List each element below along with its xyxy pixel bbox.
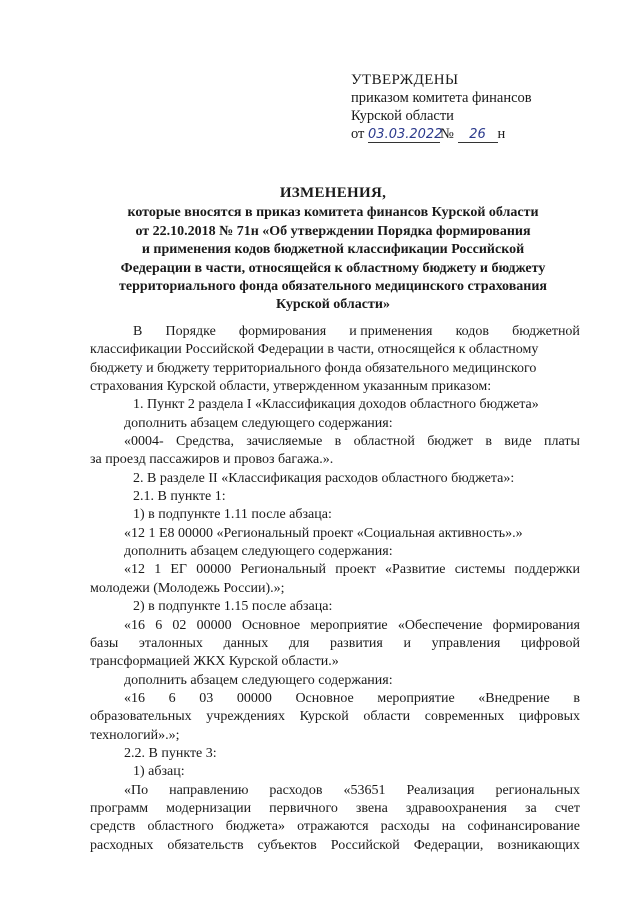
body-line: [90, 433, 580, 451]
body-line: [90, 617, 580, 635]
approval-date-line: [351, 125, 532, 143]
body-line: трансформацией ЖКХ Курской области.»: [90, 654, 339, 670]
word: 02: [172, 617, 187, 633]
word: виде: [504, 434, 532, 450]
body-line: [90, 837, 580, 855]
heading-line: территориального фонда обязательного медицинского страхования: [119, 279, 547, 295]
word: Основное: [241, 617, 301, 633]
heading-line: Курской области»: [276, 297, 390, 313]
word: Реализация: [406, 782, 475, 798]
body-line: [90, 818, 580, 836]
word: за: [524, 800, 537, 816]
word: базы: [90, 635, 119, 651]
body-line: классификации Российской Федерации в части, относящейся к областному: [90, 342, 539, 358]
document-body: [90, 323, 580, 855]
word: «Обеспечение: [397, 617, 483, 633]
word: программ: [90, 800, 149, 816]
word: 00000: [236, 690, 272, 706]
word: формирования: [238, 324, 327, 339]
word: софинансирование: [467, 819, 580, 835]
heading-line: от 22.10.2018 № 71н «Об утверждении Порядка формирования: [135, 223, 531, 239]
handwritten-date: 03.03.2022: [368, 127, 443, 142]
heading-line: которые вносятся в приказ комитета финансов Курской области: [127, 205, 539, 221]
word: расходов: [269, 782, 323, 798]
approval-line-region: Курской области: [351, 108, 454, 124]
word: Средства,: [175, 434, 234, 450]
document-heading: [88, 184, 578, 315]
body-line: [90, 635, 580, 653]
word: цифровых: [518, 709, 580, 725]
word: управления: [431, 635, 501, 651]
body-line: молодежи (Молодежь России).»;: [90, 580, 285, 596]
word: области: [363, 709, 411, 725]
word: Основное: [295, 690, 354, 706]
body-line: [90, 690, 580, 708]
word: в: [334, 434, 342, 450]
word: «Развитие: [385, 562, 446, 578]
word: формирования: [492, 617, 580, 633]
body-line: технологий».»;: [90, 727, 180, 743]
word: проект: [335, 562, 376, 578]
body-line: «12 1 Е8 00000 «Региональный проект «Социальная активность».»: [124, 525, 523, 541]
body-line: за проезд пассажиров и провоз багажа.».: [90, 452, 334, 468]
word: «53651: [343, 782, 386, 798]
body-line: 2.2. В пункте 3:: [124, 745, 217, 761]
word: «16: [124, 617, 145, 633]
heading-line: и применения кодов бюджетной классификации Российской: [141, 242, 525, 258]
word: Порядке: [165, 324, 216, 339]
word: 03: [199, 690, 214, 706]
heading-title: ИЗМЕНЕНИЯ,: [279, 185, 387, 201]
word: бюджет: [427, 434, 474, 450]
word: В: [133, 324, 143, 339]
word: Региональный: [240, 562, 327, 578]
body-line: бюджету и бюджету территориального фонда обязательного медицинского: [90, 360, 537, 376]
word: ЕГ: [170, 562, 188, 578]
word: в: [573, 690, 580, 706]
heading-line: Федерации в части, относящейся к областному бюджету и бюджету: [120, 260, 546, 276]
body-line: [90, 800, 580, 818]
number-sign: №: [440, 126, 454, 142]
word: Российской: [330, 837, 400, 853]
word: областной: [353, 434, 415, 450]
body-line: дополнить абзацем следующего содержания:: [124, 415, 393, 431]
word: расходных: [90, 837, 154, 853]
word: Федерации,: [413, 837, 484, 853]
body-line: [90, 708, 580, 726]
word: мероприятие: [377, 690, 455, 706]
word: развития: [329, 635, 383, 651]
word: отражаются: [297, 819, 369, 835]
word: «Внедрение: [478, 690, 550, 706]
word: счет: [554, 800, 580, 816]
word: обязательств: [167, 837, 244, 853]
body-line: [90, 561, 580, 579]
word: расходы: [380, 819, 430, 835]
word: данных: [223, 635, 269, 651]
approval-title: УТВЕРЖДЕНЫ: [351, 72, 459, 88]
word: бюджетной: [512, 324, 580, 339]
word: «12: [124, 562, 145, 578]
word: направлению: [169, 782, 249, 798]
word: «16: [124, 690, 145, 706]
word: Курской: [299, 709, 349, 725]
word: бюджета»: [225, 819, 285, 835]
word: 1: [154, 562, 162, 578]
word: 00000: [196, 617, 232, 633]
word: и: [403, 635, 411, 651]
word: в: [485, 434, 492, 450]
word: образовательных: [90, 709, 192, 725]
word: звена: [355, 800, 388, 816]
word: и применения: [349, 324, 433, 339]
word: современных: [424, 709, 505, 725]
word: субъектов: [257, 837, 317, 853]
word: цифровой: [520, 635, 580, 651]
word: на: [441, 819, 456, 835]
body-line: 1) абзац:: [133, 764, 185, 780]
body-line: [90, 323, 580, 341]
body-line: 2.1. В пункте 1:: [133, 489, 226, 505]
word: поддержки: [514, 562, 580, 578]
word: возникающих: [497, 837, 580, 853]
word: 6: [155, 617, 163, 633]
body-line: страхования Курской области, утвержденном указанным приказом:: [90, 379, 492, 395]
handwritten-number: 26: [458, 128, 498, 143]
body-line: дополнить абзацем следующего содержания:: [124, 544, 393, 560]
approval-stamp-block: [351, 71, 532, 143]
number-suffix: н: [497, 126, 506, 142]
word: системы: [454, 562, 506, 578]
approval-line-order: приказом комитета финансов: [351, 90, 532, 106]
body-line: 2. В разделе II «Классификация расходов областного бюджета»:: [133, 470, 515, 486]
word: региональных: [495, 782, 580, 798]
body-line: дополнить абзацем следующего содержания:: [124, 672, 393, 688]
body-line: 2) в подпункте 1.15 после абзаца:: [133, 599, 333, 615]
word: кодов: [455, 324, 490, 339]
word: «По: [124, 782, 149, 798]
word: средств: [90, 819, 136, 835]
word: платы: [544, 434, 580, 450]
word: «0004-: [124, 434, 164, 450]
body-line: 1. Пункт 2 раздела I «Классификация доходов областного бюджета»: [133, 397, 539, 413]
word: зачисляемые: [246, 434, 323, 450]
word: здравоохранения: [405, 800, 507, 816]
date-prefix: от: [351, 126, 365, 142]
body-line: [90, 782, 580, 800]
word: 6: [168, 690, 176, 706]
body-line: 1) в подпункте 1.11 после абзаца:: [133, 507, 332, 523]
word: эталонных: [138, 635, 203, 651]
word: первичного: [269, 800, 338, 816]
word: модернизации: [166, 800, 252, 816]
word: учреждениях: [206, 709, 285, 725]
word: 00000: [196, 562, 232, 578]
word: областного: [147, 819, 214, 835]
word: мероприятие: [310, 617, 388, 633]
word: для: [288, 635, 310, 651]
